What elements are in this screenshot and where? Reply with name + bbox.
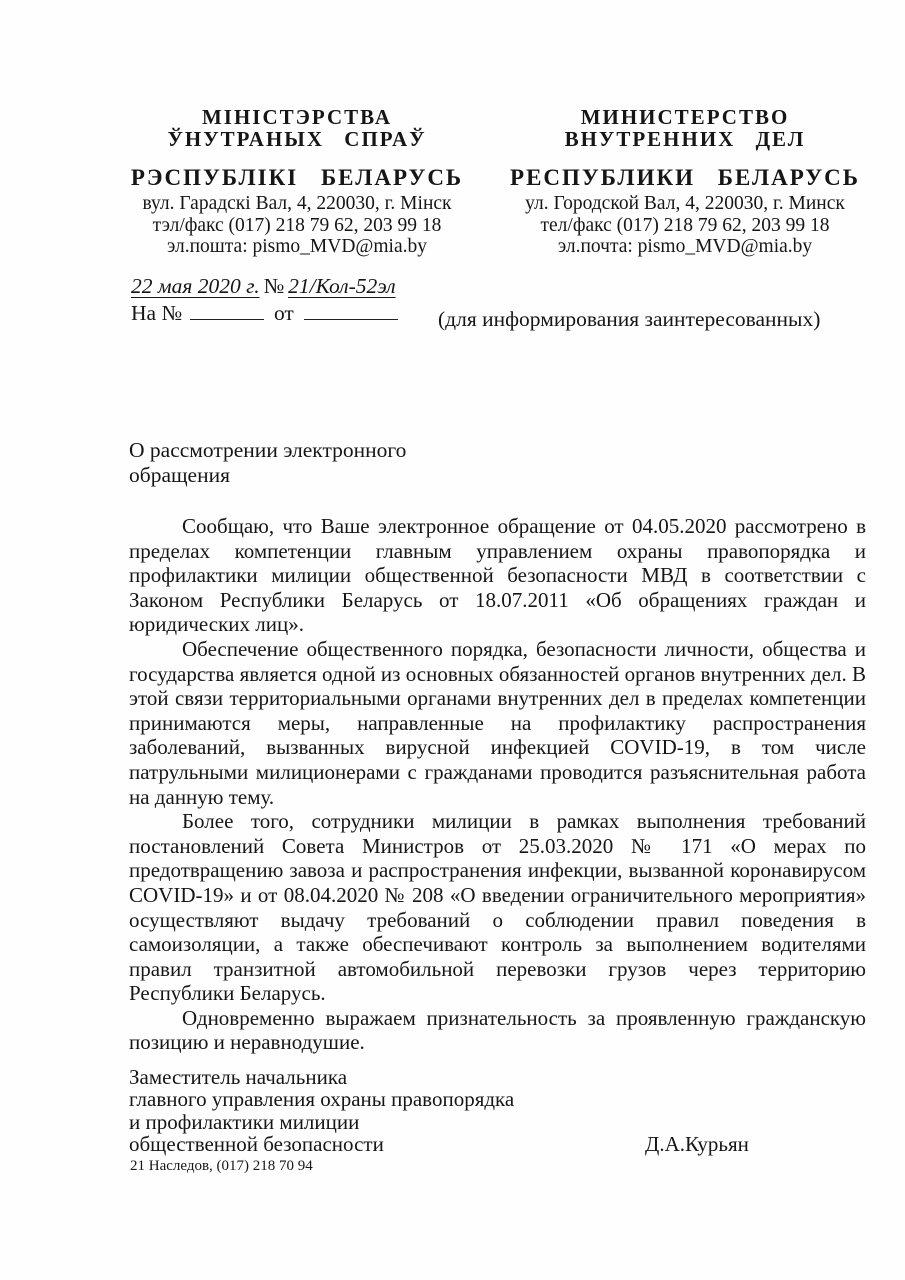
subject-line: О рассмотрении электронного обращения — [129, 438, 407, 487]
letterhead-belarusian-column — [128, 106, 466, 258]
signer-title-line3: и профилактики милиции — [129, 1109, 360, 1134]
body-paragraph-3: Более того, сотрудники милиции в рамках выполнения требований постановлений Совета Министров от 25.03.2020 № 171 «О мерах по предотвращению завоза и распространения инфекции, вызванной коронавирусом COVID-19» и от 08.04.2020 № 208 «О введении ограничительного мероприятия» осуществляют выдачу требований о соблюдении правил поведения в самоизоляции, а также обеспечивают контроль за выполнением водителями правил транзитной автомобильной перевозки грузов через территорию Республики Беларусь. — [129, 809, 866, 1006]
outgoing-date: 22 мая 2020 г. — [131, 274, 260, 298]
phone-ru: тел/факс (017) 218 79 62, 203 99 18 — [540, 214, 830, 236]
number-sign: № — [263, 274, 285, 298]
phone-by: тэл/факс (017) 218 79 62, 203 99 18 — [152, 214, 442, 236]
signer-name: Д.А.Курьян — [645, 1131, 749, 1156]
signer-title-line2: главного управления охраны правопорядка — [129, 1087, 515, 1112]
address-by: вул. Гарадскі Вал, 4, 220030, г. Мінск — [142, 193, 452, 214]
body-paragraph-4: Одновременно выражаем признательность за проявленную гражданскую позицию и неравнодушие. — [129, 1005, 866, 1055]
body-paragraph-1: Сообщаю, что Ваше электронное обращение от 04.05.2020 рассмотрено в пределах компетенции главным управлением охраны правопорядка и профилактики милиции общественной безопасности МВД в соответствии с Законом Республики Беларусь от 18.07.2011 «Об обращениях граждан и юридических лиц». — [129, 514, 866, 637]
ministry-name-ru-line2: ВНУТРЕННИХ ДЕЛ — [564, 127, 806, 151]
letter-body — [129, 514, 866, 1055]
email-by: эл.пошта: pismo_MVD@mia.by — [166, 236, 428, 258]
outgoing-number: 21/Кол-52эл — [288, 274, 396, 298]
reply-number-blank — [190, 317, 264, 320]
ministry-country-ru: РЕСПУБЛИКИ БЕЛАРУСЬ — [510, 165, 860, 190]
reply-to-label: На № — [131, 301, 182, 325]
signer-title-line4-text: общественной безопасности — [129, 1131, 384, 1156]
ministry-name-by-line1: МІНІСТЭРСТВА — [201, 105, 393, 129]
letterhead-russian-column — [508, 106, 862, 258]
body-paragraph-2: Обеспечение общественного порядка, безопасности личности, общества и государства является одной из основных обязанностей органов внутренних дел. В этой связи территориальными органами внутренних дел в пределах компетенции принимаются меры, направленные на профилактику распространения заболеваний, вызванных вирусной инфекцией COVID-19, в том числе патрульными милиционерами с гражданами проводится разъяснительная работа на данную тему. — [129, 636, 866, 809]
annotation-note: (для информирования заинтересованных) — [438, 307, 821, 331]
ministry-name-by-line2: ЎНУТРАНЫХ СПРАЎ — [167, 127, 427, 151]
signer-title-line1: Заместитель начальника — [129, 1065, 348, 1089]
signature-block — [129, 1066, 866, 1155]
outgoing-date-number-line — [131, 274, 398, 299]
email-ru: эл.почта: pismo_MVD@mia.by — [557, 236, 813, 258]
ministry-country-by: РЭСПУБЛІКІ БЕЛАРУСЬ — [130, 165, 464, 190]
reply-reference-line — [131, 301, 398, 326]
signer-title-line4 — [129, 1133, 866, 1155]
ministry-name-ru-line1: МИНИСТЕРСТВО — [580, 105, 790, 129]
reference-block — [131, 274, 398, 326]
executor-note: 21 Наследов, (017) 218 70 94 — [130, 1158, 313, 1174]
reply-from-label: от — [273, 301, 294, 325]
reply-date-blank — [304, 317, 398, 320]
address-ru: ул. Городской Вал, 4, 220030, г. Минск — [525, 193, 845, 214]
